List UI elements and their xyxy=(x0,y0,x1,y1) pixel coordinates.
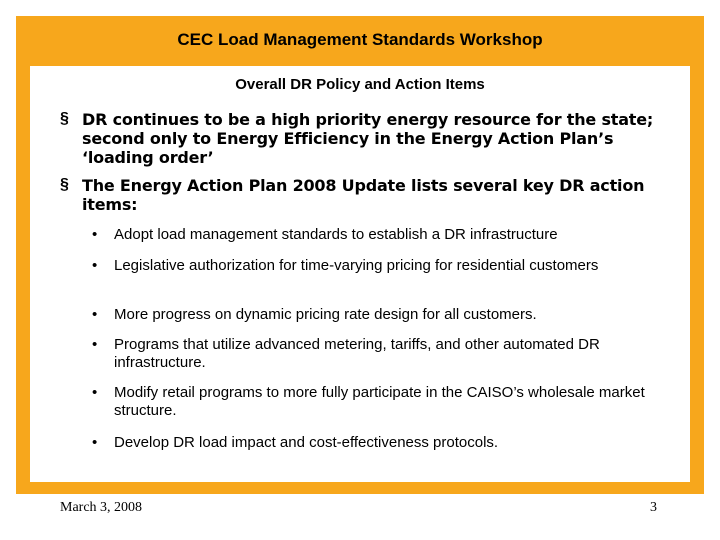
slide-title: CEC Load Management Standards Workshop xyxy=(177,30,543,49)
sub-bullet-marker: • xyxy=(92,306,98,323)
sub-bullet-marker: • xyxy=(92,336,98,353)
footer-date: March 3, 2008 xyxy=(60,500,143,515)
main-bullet-marker: § xyxy=(60,176,69,193)
main-bullet-item: DR continues to be a high priority energy resource for the state; second only to Energy Efficiency in the Energy Action Plan’s ‘loading order’ xyxy=(82,110,654,167)
main-bullet-item: The Energy Action Plan 2008 Update lists several key DR action items: xyxy=(82,176,645,214)
sub-bullet-marker: • xyxy=(92,257,98,274)
sub-bullet-item: Legislative authorization for time-varying pricing for residential customers xyxy=(114,257,599,274)
sub-bullet-marker: • xyxy=(92,384,98,401)
sub-bullet-item: Adopt load management standards to establish a DR infrastructure xyxy=(114,226,558,243)
sub-bullet-item: Develop DR load impact and cost-effectiveness protocols. xyxy=(114,434,499,451)
sub-bullet-item: Programs that utilize advanced metering, tariffs, and other automated DR infrastructure. xyxy=(114,336,600,371)
sub-bullet-item: More progress on dynamic pricing rate design for all customers. xyxy=(114,306,537,323)
sub-bullet-item: Modify retail programs to more fully participate in the CAISO’s wholesale market structure. xyxy=(114,384,645,419)
page-number: 3 xyxy=(650,500,657,515)
main-bullet-marker: § xyxy=(60,110,69,127)
slide-subtitle: Overall DR Policy and Action Items xyxy=(235,76,485,93)
sub-bullet-marker: • xyxy=(92,434,98,451)
sub-bullet-marker: • xyxy=(92,226,98,243)
